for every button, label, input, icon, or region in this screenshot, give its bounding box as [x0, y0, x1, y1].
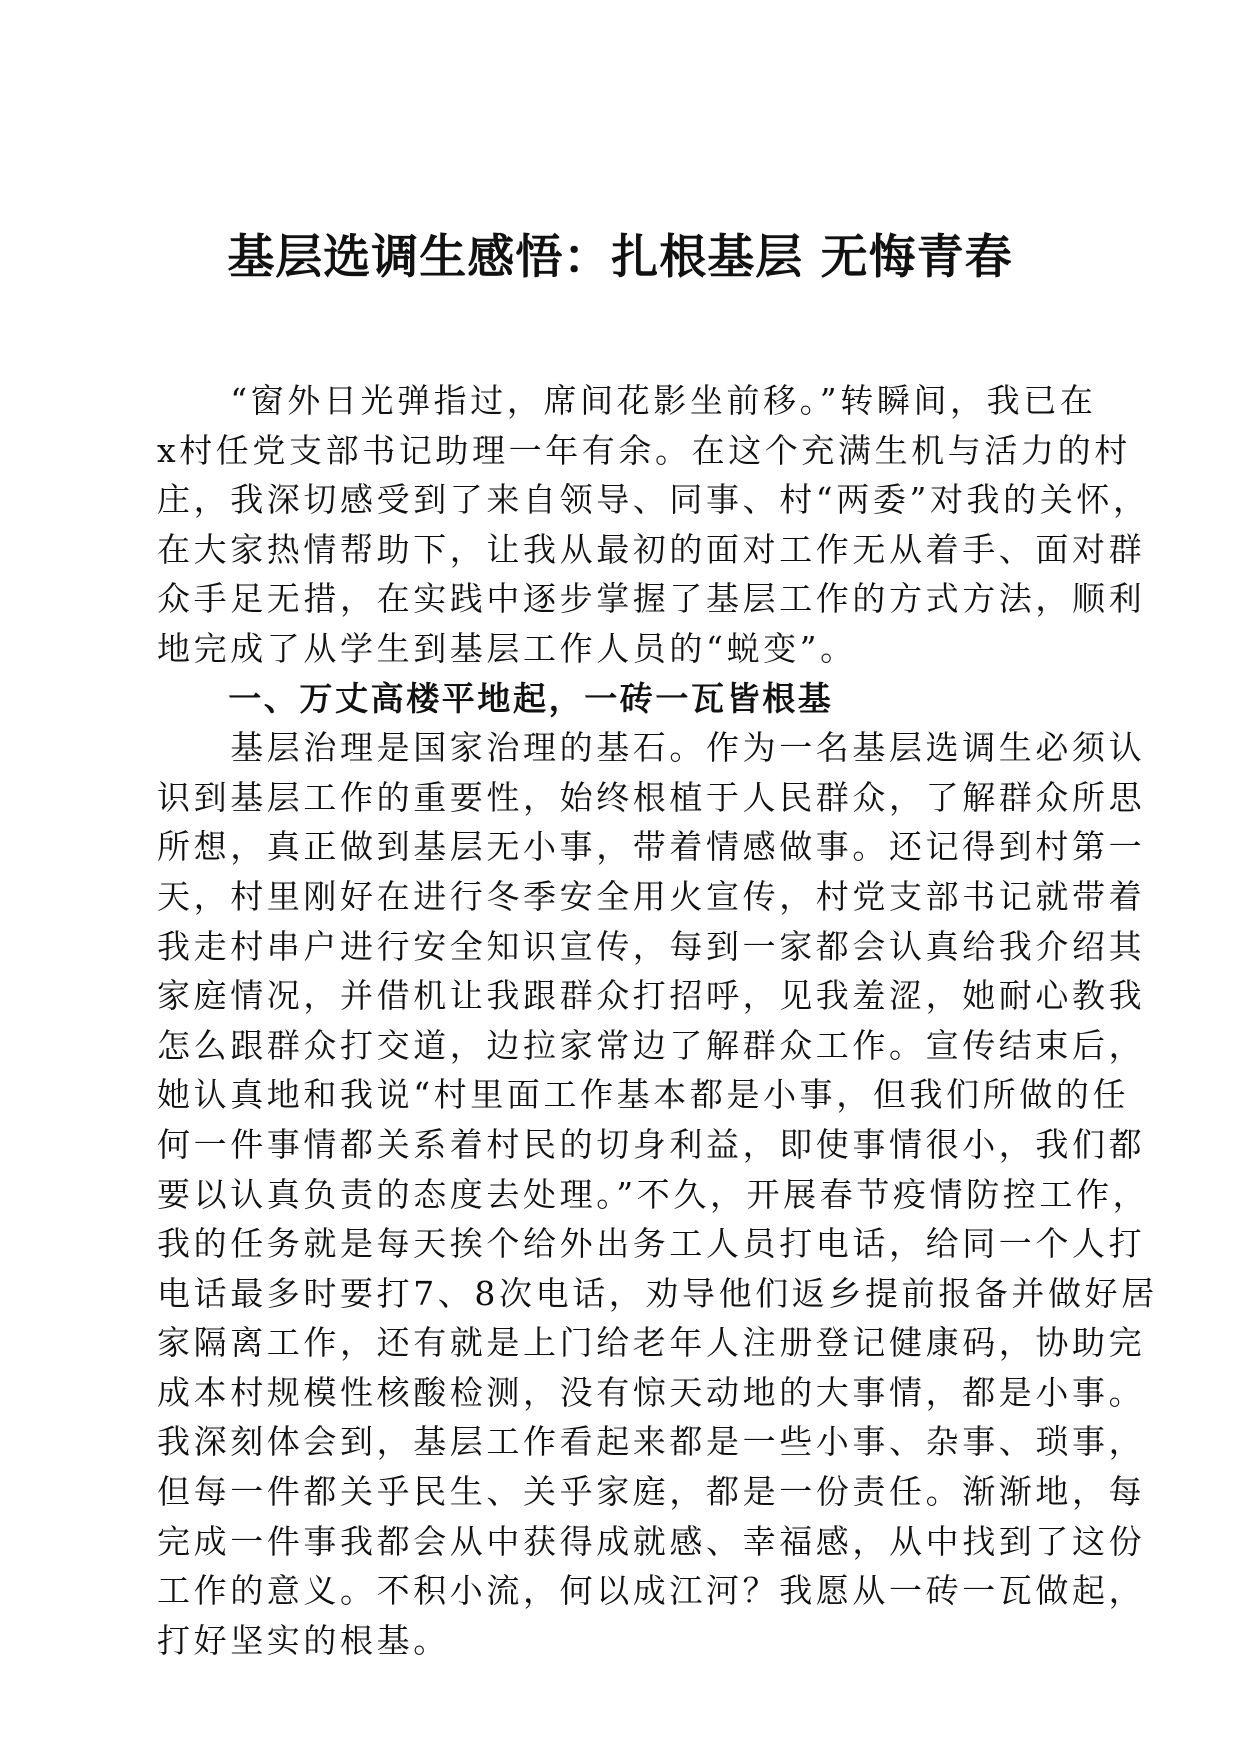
paragraph-2-line-3: 所想，真正做到基层无小事，带着情感做事。还记得到村第一 — [157, 827, 1146, 867]
document-body — [157, 376, 1158, 1665]
paragraph-2-line-9: 何一件事情都关系着村民的切身利益，即使事情很小，我们都 — [157, 1124, 1146, 1164]
paragraph-1-line-1: “窗外日光弹指过，席间花影坐前移。”转瞬间，我已在 — [157, 381, 1097, 420]
paragraph-1-line-4: 在大家热情帮助下，让我从最初的面对工作无从着手、面对群 — [157, 529, 1146, 569]
paragraph-2-line-4: 天，村里刚好在进行冬季安全用火宣传，村党支部书记就带着 — [157, 876, 1146, 916]
paragraph-1-line-5: 众手足无措，在实践中逐步掌握了基层工作的方式方法，顺利 — [157, 579, 1146, 619]
paragraph-2-line-17: 完成一件事我都会从中获得成就感、幸福感，从中找到了这份 — [157, 1521, 1146, 1561]
paragraph-2-line-6: 家庭情况，并借机让我跟群众打招呼，见我羞涩，她耐心教我 — [157, 976, 1146, 1016]
paragraph-2-line-8: 她认真地和我说“村里面工作基本都是小事，但我们所做的任 — [157, 1075, 1130, 1115]
paragraph-2-line-1: 基层治理是国家治理的基石。作为一名基层选调生必须认 — [157, 728, 1146, 768]
section-heading-1: 一、万丈高楼平地起，一砖一瓦皆根基 — [157, 678, 834, 718]
paragraph-2-line-7: 怎么跟群众打交道，边拉家常边了解群众工作。宣传结束后， — [157, 1025, 1146, 1065]
paragraph-2-line-14: 成本村规模性核酸检测，没有惊天动地的大事情，都是小事。 — [157, 1372, 1146, 1412]
paragraph-2-line-15: 我深刻体会到，基层工作看起来都是一些小事、杂事、琐事， — [157, 1422, 1146, 1462]
paragraph-1-line-6: 地完成了从学生到基层工作人员的“蜕变”。 — [157, 628, 857, 668]
paragraph-2-line-10: 要以认真负责的态度去处理。”不久，开展春节疫情防控工作， — [157, 1174, 1150, 1214]
paragraph-2-line-16: 但每一件都关乎民生、关乎家庭，都是一份责任。渐渐地，每 — [157, 1472, 1146, 1512]
paragraph-2-line-13: 家隔离工作，还有就是上门给老年人注册登记健康码，协助完 — [157, 1323, 1146, 1363]
paragraph-2-line-2: 识到基层工作的重要性，始终根植于人民群众，了解群众所思 — [157, 777, 1146, 817]
paragraph-2-line-18: 工作的意义。不积小流，何以成江河？我愿从一砖一瓦做起， — [157, 1571, 1146, 1611]
paragraph-2-line-19: 打好坚实的根基。 — [157, 1620, 450, 1660]
paragraph-2-line-5: 我走村串户进行安全知识宣传，每到一家都会认真给我介绍其 — [157, 926, 1146, 966]
paragraph-1-line-3: 庄，我深切感受到了来自领导、同事、村“两委”对我的关怀， — [157, 480, 1150, 520]
paragraph-2-line-12: 电话最多时要打7、8次电话，劝导他们返乡提前报备并做好居 — [157, 1273, 1158, 1313]
paragraph-1-line-2: x村任党支部书记助理一年有余。在这个充满生机与活力的村 — [157, 430, 1131, 470]
document-title: 基层选调生感悟：扎根基层 无悔青春 — [227, 230, 1013, 285]
paragraph-2-line-11: 我的任务就是每天挨个给外出务工人员打电话，给同一个人打 — [157, 1224, 1146, 1264]
